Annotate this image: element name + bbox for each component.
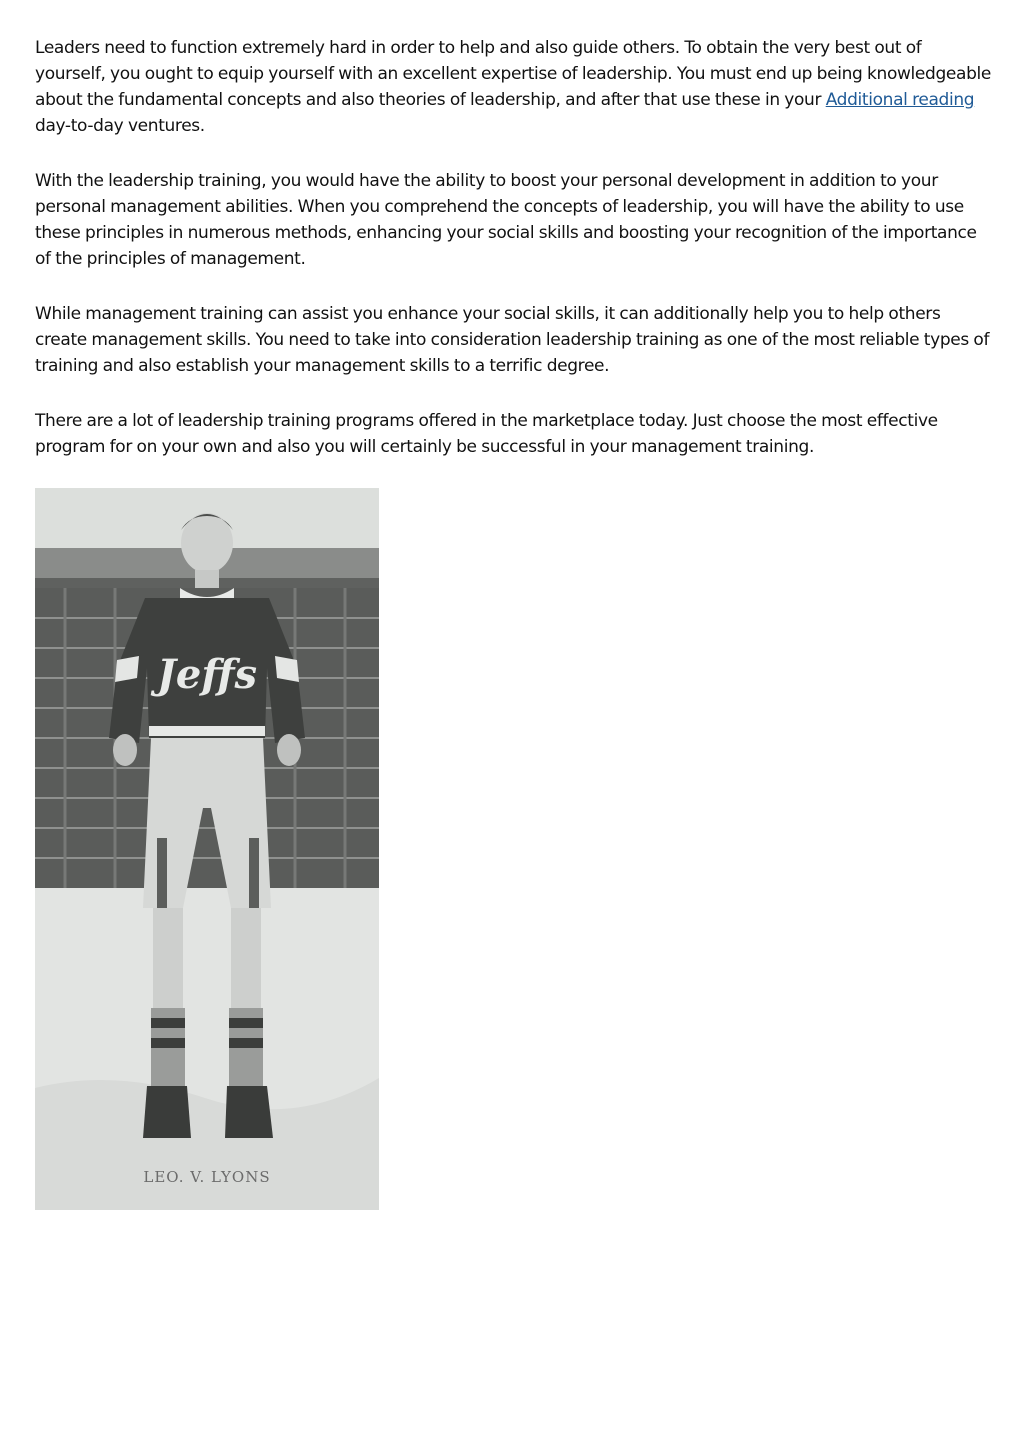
article-body [35,35,995,489]
paragraph-1-text-start: Leaders need to function extremely hard in order to help and also guide others. To obtain the very best out of yourself, you ought to equip yourself with an excellent expertise of leadership. You must end up being knowledgeable about the fundamental concepts and also theories of leadership, and after that use these in your [35,38,992,110]
paragraph-3: While management training can assist you enhance your social skills, it can additionally help you to help others create management skills. You need to take into consideration leadership training as one of the most reliable types of training and also establish your management skills to a terrific degree. [35,304,990,376]
paragraph-2: With the leadership training, you would have the ability to boost your personal development in addition to your personal management abilities. When you comprehend the concepts of leadership, you will have the ability to use these principles in numerous methods, enhancing your social skills and boosting your recognition of the importance of the principles of management. [35,171,977,269]
additional-reading-link[interactable]: Additional reading [825,90,975,110]
paragraph-4: There are a lot of leadership training programs offered in the marketplace today. Just choose the most effective program for on your own and also you will certainly be successful in your management training. [35,411,938,457]
paragraph-1-text-end: day-to-day ventures. [35,116,205,136]
jersey-lettering: Jeffs [157,651,257,698]
paragraph-1 [35,35,995,139]
vintage-player-photo [35,488,379,1210]
photo-caption: LEO. V. LYONS [143,1168,271,1186]
